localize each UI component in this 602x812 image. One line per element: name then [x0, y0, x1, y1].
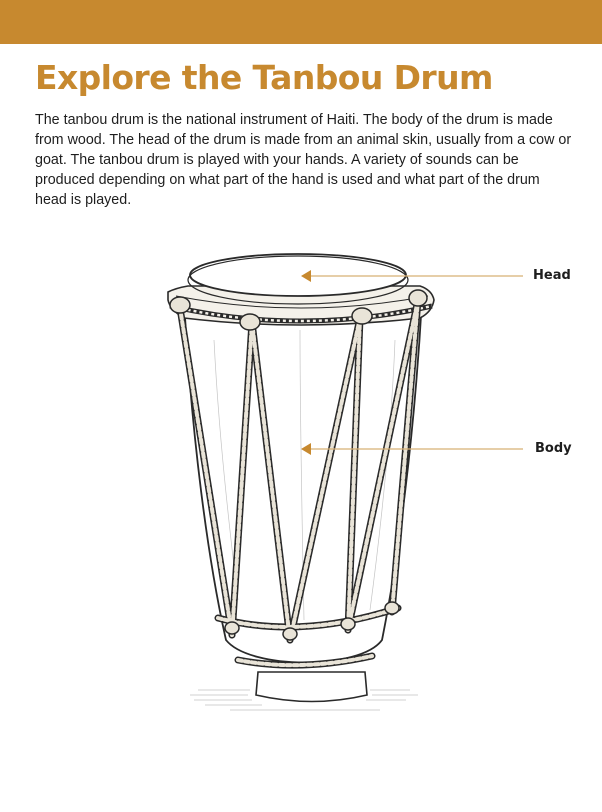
- drum-head: [190, 254, 406, 296]
- head-label: Head: [533, 268, 571, 283]
- body-label: Body: [535, 441, 572, 456]
- page-title: Explore the Tanbou Drum: [35, 58, 493, 97]
- tanbou-drum-illustration: [0, 215, 602, 812]
- drum-foot: [256, 672, 367, 702]
- intro-paragraph: The tanbou drum is the national instrument of Haiti. The body of the drum is made from wood. The head of the drum is made from an animal skin, usually from a cow or goat. The tanbou drum is played with your hands. A variety of sounds can be produced depending on what part of the hand is used and what part of the drum head is played.: [35, 112, 572, 208]
- top-banner: [0, 0, 602, 44]
